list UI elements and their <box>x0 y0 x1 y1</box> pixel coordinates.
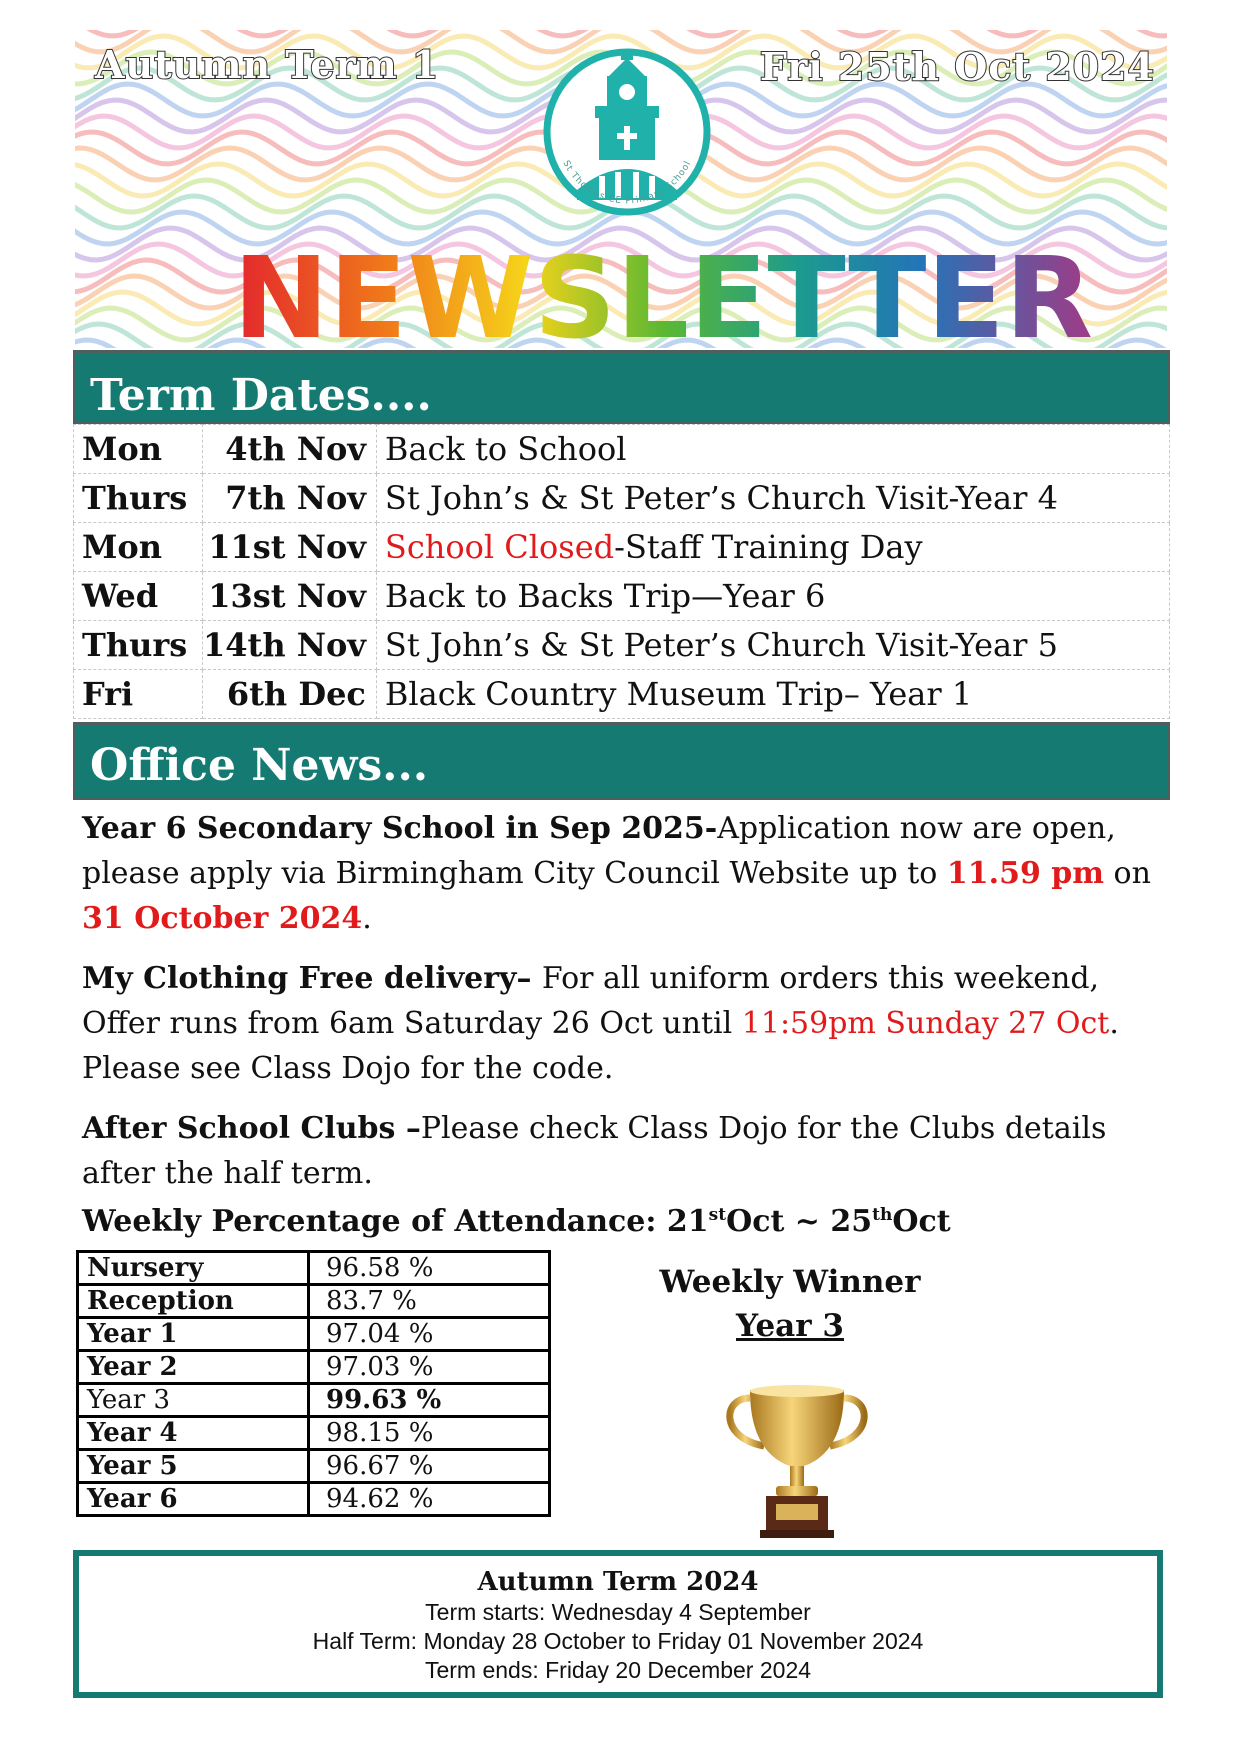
weekly-winner-title: Weekly Winner <box>659 1264 921 1300</box>
table-row <box>78 1384 550 1417</box>
table-row <box>74 474 1170 523</box>
issue-date: Fri 25th Oct 2024 <box>759 44 1155 89</box>
attendance-heading-text: Oct ~ 25 <box>726 1204 873 1239</box>
date-value: 7th Nov <box>203 474 377 523</box>
table-row <box>78 1483 550 1516</box>
attendance-heading-text: Oct <box>892 1204 951 1239</box>
school-closed-text: School Closed <box>384 528 615 566</box>
date-value: 11st Nov <box>203 523 377 572</box>
table-row <box>78 1417 550 1450</box>
office-news-heading: Office News... <box>73 722 1170 800</box>
news-text: on <box>1103 856 1151 891</box>
term-dates-heading: Term Dates.... <box>73 350 1170 424</box>
table-row <box>78 1318 550 1351</box>
news-text: Application now are open, please apply via Birmingham City Council Website up to <box>82 811 1116 891</box>
event-text: St John’s & St Peter’s Church Visit-Year 4 <box>376 474 1169 523</box>
table-row <box>74 572 1170 621</box>
news-text: Please check Class Dojo for the Clubs details after the half term. <box>82 1111 1107 1191</box>
attendance-percent: 98.15 % <box>309 1417 550 1450</box>
date-day: Wed <box>74 572 203 621</box>
news-item-clothing <box>82 956 1162 1091</box>
school-name: St Thomas CE Primary School <box>560 159 694 207</box>
class-name: Year 1 <box>78 1318 309 1351</box>
event-text: St John’s & St Peter’s Church Visit-Year 5 <box>376 621 1169 670</box>
attendance-heading-text: Weekly Percentage of Attendance: 21 <box>82 1204 709 1239</box>
newsletter-header <box>75 30 1167 348</box>
ordinal-suffix: st <box>708 1205 727 1225</box>
term-starts: Term starts: Wednesday 4 September <box>425 1599 811 1625</box>
table-row <box>78 1351 550 1384</box>
class-name: Year 4 <box>78 1417 309 1450</box>
school-logo <box>537 40 717 230</box>
deadline-date: 31 October 2024 <box>82 901 363 936</box>
event-text: Back to School <box>376 425 1169 474</box>
news-text: . Please see Class Dojo for the code. <box>82 1006 1119 1086</box>
term-box-title: Autumn Term 2024 <box>477 1567 759 1597</box>
term-ends: Term ends: Friday 20 December 2024 <box>424 1657 812 1683</box>
class-name: Reception <box>78 1285 309 1318</box>
attendance-percent: 97.03 % <box>309 1351 550 1384</box>
ordinal-suffix: th <box>872 1205 893 1225</box>
event-text <box>376 523 1169 572</box>
news-title: After School Clubs – <box>82 1111 421 1146</box>
class-name: Year 6 <box>78 1483 309 1516</box>
date-day: Thurs <box>74 474 203 523</box>
table-row <box>74 621 1170 670</box>
attendance-percent: 96.58 % <box>309 1252 550 1285</box>
class-name: Year 3 <box>78 1384 309 1417</box>
offer-deadline: 11:59pm Sunday 27 Oct <box>741 1006 1110 1041</box>
event-text: Back to Backs Trip—Year 6 <box>376 572 1169 621</box>
date-day: Thurs <box>74 621 203 670</box>
date-day: Mon <box>74 425 203 474</box>
attendance-table <box>76 1250 551 1517</box>
class-name: Year 2 <box>78 1351 309 1384</box>
news-item-clubs <box>82 1106 1162 1196</box>
table-row <box>78 1450 550 1483</box>
news-title: Year 6 Secondary School in Sep 2025- <box>82 811 718 846</box>
newsletter-wordmark <box>223 245 1103 345</box>
table-row <box>78 1285 550 1318</box>
news-text: For all uniform orders this weekend, Offer runs from 6am Saturday 26 Oct until <box>82 961 1100 1041</box>
term-label: Autumn Term 1 <box>95 42 440 87</box>
attendance-percent: 94.62 % <box>309 1483 550 1516</box>
autumn-term-box <box>73 1550 1163 1698</box>
class-name: Year 5 <box>78 1450 309 1483</box>
date-value: 14th Nov <box>203 621 377 670</box>
table-row <box>74 670 1170 719</box>
news-title: My Clothing Free delivery– <box>82 961 542 996</box>
date-day: Mon <box>74 523 203 572</box>
newsletter-wordmark-text: NEWSLETTER <box>233 245 1093 345</box>
date-value: 6th Dec <box>203 670 377 719</box>
attendance-percent: 96.67 % <box>309 1450 550 1483</box>
event-text-rest: -Staff Training Day <box>614 528 923 566</box>
date-day: Fri <box>74 670 203 719</box>
attendance-percent: 97.04 % <box>309 1318 550 1351</box>
news-item-secondary-school <box>82 806 1162 941</box>
table-row <box>74 425 1170 474</box>
table-row <box>78 1252 550 1285</box>
event-text: Black Country Museum Trip– Year 1 <box>376 670 1169 719</box>
attendance-percent: 99.63 % <box>309 1384 550 1417</box>
half-term: Half Term: Monday 28 October to Friday 01 November 2024 <box>312 1628 924 1654</box>
attendance-heading <box>82 1204 951 1239</box>
trophy-icon <box>712 1380 882 1542</box>
weekly-winner-class: Year 3 <box>736 1308 844 1344</box>
date-value: 4th Nov <box>203 425 377 474</box>
term-dates-table <box>73 424 1170 719</box>
class-name: Nursery <box>78 1252 309 1285</box>
table-row <box>74 523 1170 572</box>
attendance-percent: 83.7 % <box>309 1285 550 1318</box>
news-text: . <box>362 901 372 936</box>
deadline-time: 11.59 pm <box>946 856 1104 891</box>
date-value: 13st Nov <box>203 572 377 621</box>
